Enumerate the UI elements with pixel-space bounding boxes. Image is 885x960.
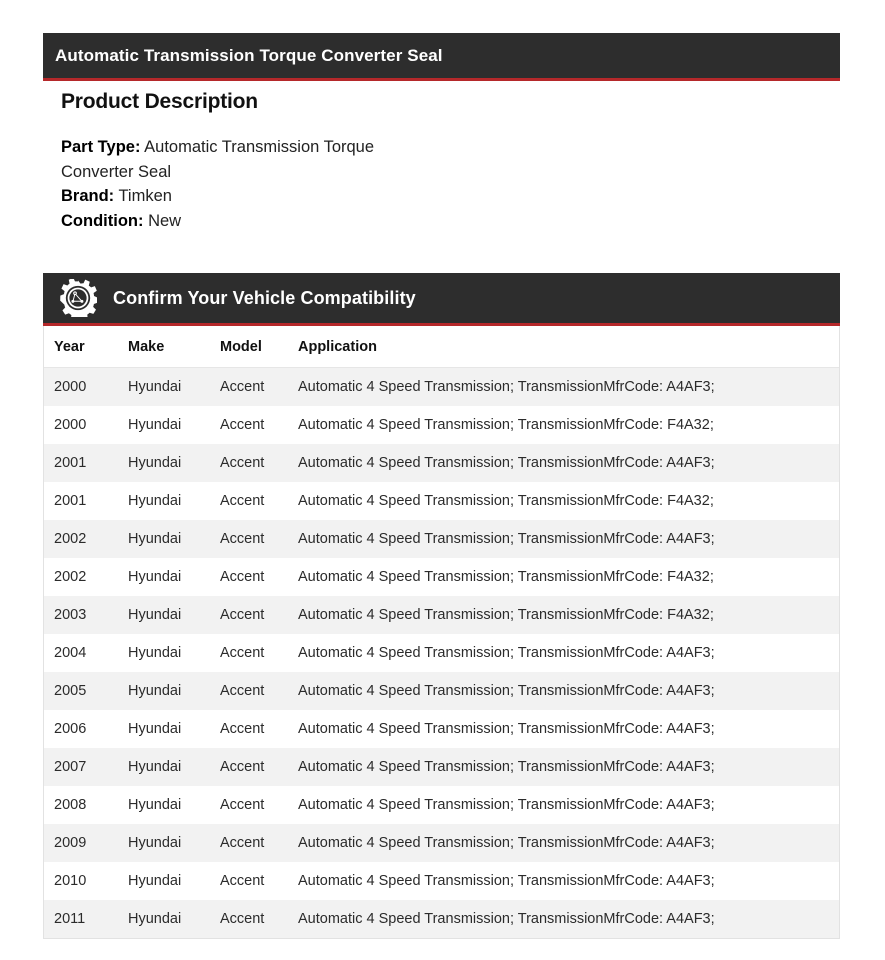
cell-make: Hyundai (128, 482, 220, 520)
cell-application: Automatic 4 Speed Transmission; TransmissionMfrCode: A4AF3; (298, 786, 839, 824)
cell-application: Automatic 4 Speed Transmission; TransmissionMfrCode: A4AF3; (298, 520, 839, 558)
cell-make: Hyundai (128, 520, 220, 558)
table-row (44, 862, 839, 900)
table-row (44, 406, 839, 444)
product-description-section (61, 88, 491, 233)
cell-application: Automatic 4 Speed Transmission; TransmissionMfrCode: A4AF3; (298, 368, 839, 407)
cell-model: Accent (220, 710, 298, 748)
part-type-label: Part Type: (61, 138, 141, 156)
table-row (44, 368, 839, 407)
cell-model: Accent (220, 862, 298, 900)
compatibility-title: Confirm Your Vehicle Compatibility (113, 287, 416, 308)
cell-model: Accent (220, 520, 298, 558)
column-header-model: Model (220, 326, 298, 368)
gear-icon (59, 279, 97, 317)
cell-model: Accent (220, 368, 298, 407)
cell-year: 2007 (44, 748, 128, 786)
cell-year: 2009 (44, 824, 128, 862)
cell-year: 2001 (44, 444, 128, 482)
cell-application: Automatic 4 Speed Transmission; TransmissionMfrCode: A4AF3; (298, 748, 839, 786)
cell-make: Hyundai (128, 368, 220, 407)
cell-make: Hyundai (128, 786, 220, 824)
table-header (44, 326, 839, 368)
cell-application: Automatic 4 Speed Transmission; TransmissionMfrCode: A4AF3; (298, 710, 839, 748)
part-type-line (61, 135, 491, 160)
cell-make: Hyundai (128, 672, 220, 710)
condition-label: Condition: (61, 211, 144, 230)
column-header-make: Make (128, 326, 220, 368)
cell-application: Automatic 4 Speed Transmission; TransmissionMfrCode: A4AF3; (298, 444, 839, 482)
table-row (44, 558, 839, 596)
brand-label: Brand: (61, 187, 115, 205)
table-row (44, 634, 839, 672)
cell-model: Accent (220, 786, 298, 824)
cell-application: Automatic 4 Speed Transmission; TransmissionMfrCode: A4AF3; (298, 634, 839, 672)
condition-line (61, 209, 491, 234)
column-header-year: Year (44, 326, 128, 368)
cell-model: Accent (220, 444, 298, 482)
table-row (44, 482, 839, 520)
brand-value: Timken (118, 187, 172, 205)
cell-application: Automatic 4 Speed Transmission; TransmissionMfrCode: F4A32; (298, 406, 839, 444)
cell-make: Hyundai (128, 406, 220, 444)
cell-application: Automatic 4 Speed Transmission; TransmissionMfrCode: F4A32; (298, 558, 839, 596)
part-type-value-continued: Converter Seal (61, 162, 172, 181)
table-row (44, 672, 839, 710)
cell-make: Hyundai (128, 862, 220, 900)
cell-year: 2003 (44, 596, 128, 634)
cell-year: 2006 (44, 710, 128, 748)
table-row (44, 824, 839, 862)
cell-application: Automatic 4 Speed Transmission; TransmissionMfrCode: A4AF3; (298, 672, 839, 710)
cell-year: 2004 (44, 634, 128, 672)
table-row (44, 520, 839, 558)
cell-model: Accent (220, 482, 298, 520)
cell-model: Accent (220, 634, 298, 672)
condition-value: New (148, 211, 182, 230)
compatibility-table (44, 326, 839, 938)
cell-model: Accent (220, 406, 298, 444)
cell-application: Automatic 4 Speed Transmission; TransmissionMfrCode: A4AF3; (298, 824, 839, 862)
table-row (44, 444, 839, 482)
cell-make: Hyundai (128, 710, 220, 748)
cell-make: Hyundai (128, 634, 220, 672)
cell-year: 2011 (44, 900, 128, 938)
page-title: Automatic Transmission Torque Converter Seal (55, 45, 443, 65)
table-row (44, 748, 839, 786)
cell-make: Hyundai (128, 900, 220, 938)
cell-model: Accent (220, 558, 298, 596)
table-row (44, 596, 839, 634)
compatibility-table-wrapper (43, 326, 840, 939)
table-header-row (44, 326, 839, 368)
product-title-bar (43, 33, 840, 81)
table-row (44, 710, 839, 748)
cell-year: 2008 (44, 786, 128, 824)
cell-year: 2000 (44, 368, 128, 407)
cell-model: Accent (220, 596, 298, 634)
brand-line (61, 184, 491, 209)
cell-model: Accent (220, 900, 298, 938)
cell-make: Hyundai (128, 444, 220, 482)
cell-make: Hyundai (128, 558, 220, 596)
cell-year: 2005 (44, 672, 128, 710)
cell-make: Hyundai (128, 748, 220, 786)
cell-application: Automatic 4 Speed Transmission; TransmissionMfrCode: F4A32; (298, 482, 839, 520)
cell-year: 2002 (44, 558, 128, 596)
cell-model: Accent (220, 672, 298, 710)
cell-year: 2001 (44, 482, 128, 520)
cell-make: Hyundai (128, 824, 220, 862)
cell-application: Automatic 4 Speed Transmission; TransmissionMfrCode: F4A32; (298, 596, 839, 634)
table-row (44, 900, 839, 938)
product-description-heading: Product Description (61, 90, 258, 113)
cell-model: Accent (220, 748, 298, 786)
cell-make: Hyundai (128, 596, 220, 634)
cell-model: Accent (220, 824, 298, 862)
compatibility-title-bar (43, 273, 840, 326)
table-row (44, 786, 839, 824)
cell-year: 2010 (44, 862, 128, 900)
cell-application: Automatic 4 Speed Transmission; TransmissionMfrCode: A4AF3; (298, 900, 839, 938)
cell-year: 2000 (44, 406, 128, 444)
column-header-application: Application (298, 326, 839, 368)
product-description-body (61, 135, 491, 233)
cell-year: 2002 (44, 520, 128, 558)
part-type-value: Automatic Transmission Torque (144, 138, 375, 156)
cell-application: Automatic 4 Speed Transmission; TransmissionMfrCode: A4AF3; (298, 862, 839, 900)
table-body (44, 368, 839, 939)
